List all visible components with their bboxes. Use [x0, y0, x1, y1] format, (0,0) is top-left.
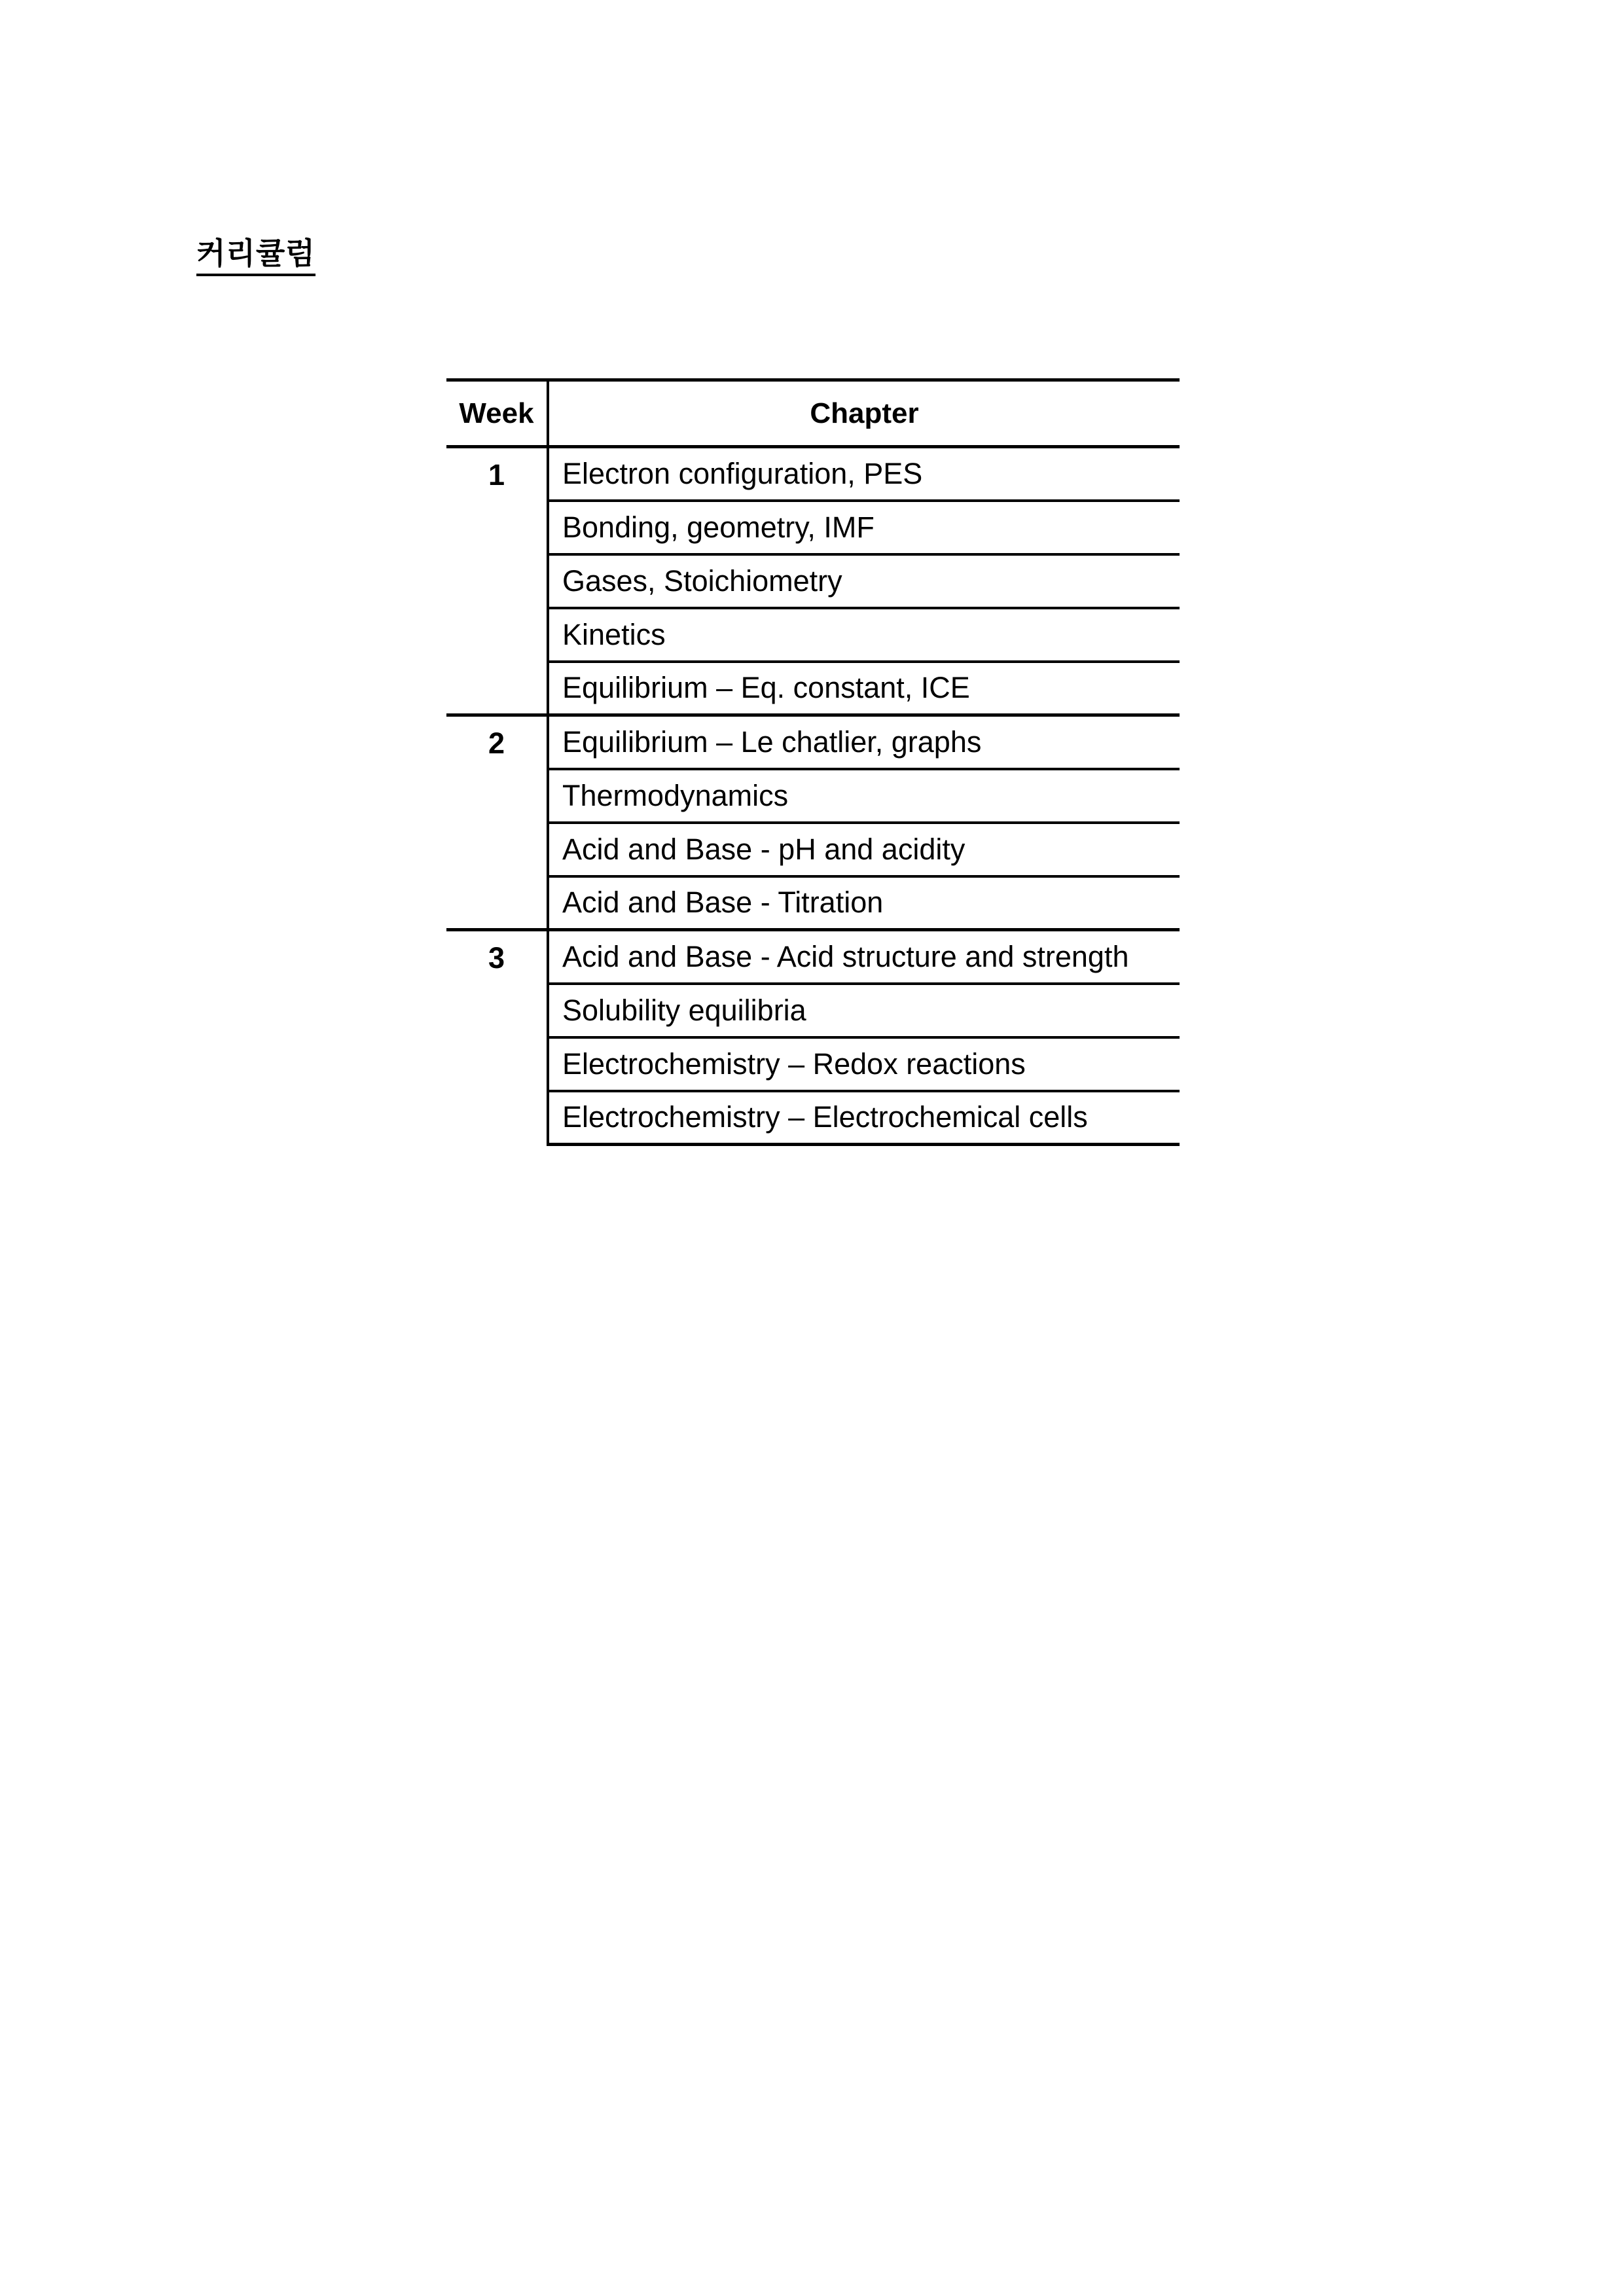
table-row [446, 823, 1180, 876]
table-row [446, 984, 1180, 1037]
week-cell: 1 [446, 447, 548, 715]
chapter-cell: Electrochemistry – Redox reactions [548, 1037, 1180, 1091]
table-row [446, 662, 1180, 715]
chapter-cell: Kinetics [548, 608, 1180, 662]
chapter-cell: Equilibrium – Le chatlier, graphs [548, 715, 1180, 769]
table-header-row [446, 380, 1180, 447]
chapter-cell: Electrochemistry – Electrochemical cells [548, 1091, 1180, 1145]
column-header-week: Week [446, 380, 548, 447]
table-row [446, 447, 1180, 501]
week-cell: 3 [446, 930, 548, 1145]
column-header-chapter: Chapter [548, 380, 1180, 447]
chapter-cell: Acid and Base - Titration [548, 876, 1180, 930]
table-row [446, 608, 1180, 662]
curriculum-table [446, 378, 1180, 1146]
chapter-cell: Bonding, geometry, IMF [548, 501, 1180, 554]
chapter-cell: Solubility equilibria [548, 984, 1180, 1037]
table-row [446, 1091, 1180, 1145]
page-title [196, 237, 316, 276]
table-row [446, 876, 1180, 930]
table-row [446, 1037, 1180, 1091]
chapter-cell: Acid and Base - pH and acidity [548, 823, 1180, 876]
table-row [446, 930, 1180, 984]
page-title-text: 커리큘럼 [196, 237, 316, 276]
chapter-cell: Gases, Stoichiometry [548, 554, 1180, 608]
chapter-cell: Electron configuration, PES [548, 447, 1180, 501]
chapter-cell: Thermodynamics [548, 769, 1180, 823]
table-row [446, 501, 1180, 554]
chapter-cell: Acid and Base - Acid structure and strength [548, 930, 1180, 984]
table-row [446, 769, 1180, 823]
table-row [446, 715, 1180, 769]
week-cell: 2 [446, 715, 548, 930]
chapter-cell: Equilibrium – Eq. constant, ICE [548, 662, 1180, 715]
table-row [446, 554, 1180, 608]
